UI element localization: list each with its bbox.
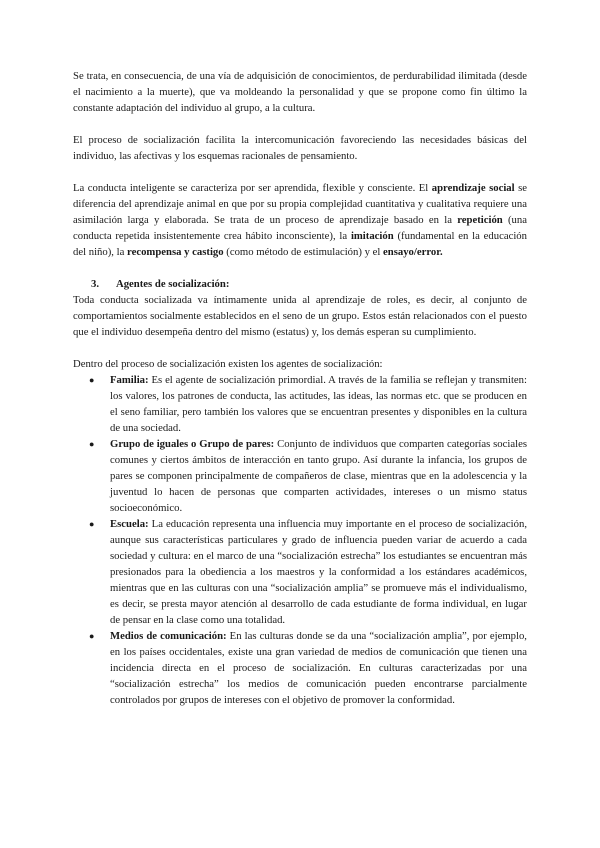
bullet-icon: ●: [89, 631, 95, 641]
agent-description: En las culturas donde se da una “socialización amplia”, por ejemplo, en los países occidentales, existe una gran variedad de medios de comunicación que tienen una incidencia directa en el proceso de socialización. En culturas caracterizadas por una “socialización estrecha” los medios de comunicación pueden encontrarse parcialmente controlados por grupos de intereses con el objetivo de promover la conformidad.: [110, 630, 527, 706]
text-run: La conducta inteligente se caracteriza por ser aprendida, flexible y consciente. El: [73, 182, 432, 194]
agent-term: Grupo de iguales o Grupo de pares:: [110, 438, 275, 450]
section-number: 3.: [91, 278, 100, 290]
text-run: (como método de estimulación) y el: [223, 246, 383, 258]
bullet-icon: ●: [89, 439, 95, 449]
section-title: Agentes de socialización:: [116, 278, 230, 290]
section-heading: [91, 276, 527, 292]
list-item-escuela: [73, 516, 527, 628]
agent-description: Es el agente de socialización primordial. A través de la familia se reflejan y transmiten: los valores, los patrones de conducta, las actitudes, las ideas, las normas etc. que se producen en el seno familiar, pero también los valores que se encuentran presentes y disponibles en la cultura de una sociedad.: [110, 374, 527, 434]
term-repeticion: repetición: [457, 214, 503, 226]
paragraph-adquisicion: Se trata, en consecuencia, de una vía de adquisición de conocimientos, de perdurabilidad ilimitada (desde el nacimiento a la muerte), que va moldeando la personalidad y que se propone como fin último la constante adaptación del individuo al grupo, a la cultura.: [73, 70, 527, 114]
list-item-familia: [73, 372, 527, 436]
paragraph-agentes-intro: Dentro del proceso de socialización existen los agentes de socialización:: [73, 358, 383, 370]
bullet-icon: ●: [89, 375, 95, 385]
agent-term: Escuela:: [110, 518, 149, 530]
paragraph-intercomunicacion: El proceso de socialización facilita la intercomunicación favoreciendo las necesidades básicas del individuo, las afectivas y los esquemas racionales de pensamiento.: [73, 134, 527, 162]
paragraph-roles: Toda conducta socializada va íntimamente unida al aprendizaje de roles, es decir, al conjunto de comportamientos socialmente establecidos en el seno de un grupo. Estos están relacionados con el puesto que el individuo desempeña dentro del mismo (estatus) y, los demás esperan su cumplimiento.: [73, 294, 527, 338]
list-item-grupo-de-iguales: [73, 436, 527, 516]
text-run: (una conducta repetida insistentemente crea hábito inconsciente), la: [73, 214, 527, 242]
agent-description: La educación representa una influencia muy importante en el proceso de socialización, aunque sus características particulares y grado de influencia pueden variar de acuerdo a cada sociedad y cultura: en el marco de una “socialización estrecha” los estudiantes se encuentran más presionados para la obediencia a los maestros y la conformidad a los estándares académicos, mientras que en las culturas con una “socialización amplia” se promueve más el individualismo, es decir, se presta mayor atención al desarrollo de cada estudiante de forma individual, en lugar de pensar en la clase como una totalidad.: [110, 518, 527, 626]
paragraph-conducta-inteligente: [73, 180, 527, 260]
bullet-icon: ●: [89, 519, 95, 529]
agents-list: [73, 372, 527, 708]
agent-term: Familia:: [110, 374, 149, 386]
text-run: se diferencia del aprendizaje animal en que por su propia complejidad cuantitativa y cualitativa requiere una asimilación larga y elaborada. Se trata de un proceso de aprendizaje basado en la: [73, 182, 527, 226]
term-recompensa-castigo: recompensa y castigo: [127, 246, 224, 258]
agent-description: Conjunto de individuos que comparten categorías sociales comunes y ciertos ámbitos de interacción en tanto grupo. Así durante la infancia, los grupos de pares se componen principalmente de compañeros de clase, mientras que en la adolescencia y la juventud lo hacen de personas que comparten actividades, intereses o un mismo status socioeconómico.: [110, 438, 527, 514]
agent-term: Medios de comunicación:: [110, 630, 227, 642]
document-page: [73, 68, 527, 708]
term-ensayo-error: ensayo/error.: [383, 246, 443, 258]
list-item-medios-de-comunicacion: [73, 628, 527, 708]
text-run: (fundamental en la educación del niño), la: [73, 230, 527, 258]
term-aprendizaje-social: aprendizaje social: [431, 182, 515, 194]
term-imitacion: imitación: [350, 230, 394, 242]
